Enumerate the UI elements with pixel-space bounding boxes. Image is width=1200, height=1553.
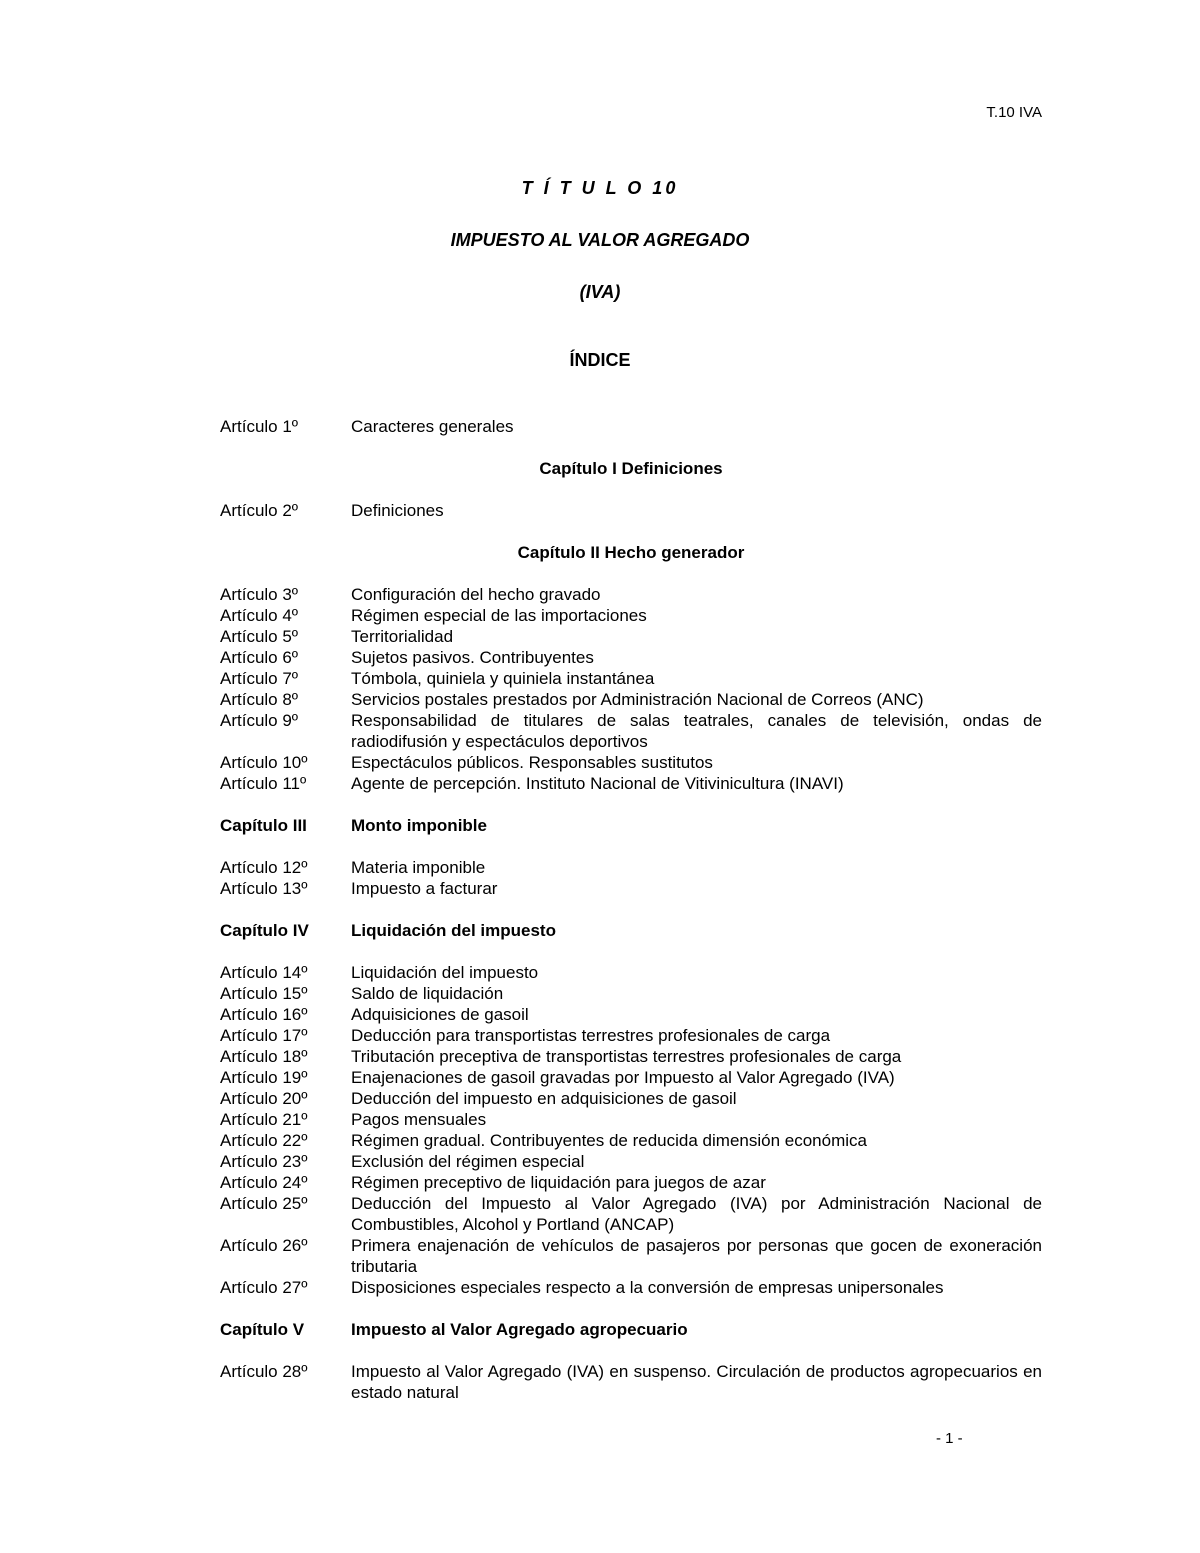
index-entry <box>220 500 1042 521</box>
index-entry <box>220 1004 1042 1025</box>
index-entry <box>220 605 1042 626</box>
article-number: Artículo 11º <box>220 774 307 793</box>
article-number: Artículo 26º <box>220 1236 308 1255</box>
chapter-title: Liquidación del impuesto <box>351 921 556 940</box>
title-number: T Í T U L O 10 <box>521 178 679 198</box>
article-title: Servicios postales prestados por Administración Nacional de Correos (ANC) <box>351 690 924 709</box>
index-entry <box>220 962 1042 983</box>
article-number: Artículo 18º <box>220 1047 308 1066</box>
article-title: Agente de percepción. Instituto Nacional de Vitivinicultura (INAVI) <box>351 774 844 793</box>
article-title: Deducción del impuesto en adquisiciones de gasoil <box>351 1089 737 1108</box>
article-number: Artículo 14º <box>220 963 308 982</box>
chapter-heading: Capítulo II Hecho generador <box>517 543 745 562</box>
article-title: Régimen gradual. Contribuyentes de reducida dimensión económica <box>351 1131 867 1150</box>
article-number: Artículo 21º <box>220 1110 308 1129</box>
article-title: Impuesto a facturar <box>351 879 498 898</box>
article-number: Artículo 16º <box>220 1005 308 1024</box>
article-number: Artículo 28º <box>220 1362 308 1381</box>
index-entry <box>220 983 1042 1004</box>
article-title: Caracteres generales <box>351 417 514 436</box>
chapter-list <box>220 857 1042 899</box>
article-title: Liquidación del impuesto <box>351 963 539 982</box>
index-entry <box>220 416 1042 437</box>
article-title: Responsabilidad de titulares de salas teatrales, canales de televisión, ondas de radiodifusión y espectáculos deportivos <box>351 711 1042 751</box>
article-title: Disposiciones especiales respecto a la conversión de empresas unipersonales <box>351 1278 944 1297</box>
index-entry <box>220 1235 1042 1277</box>
chapter-heading <box>220 815 1042 836</box>
index-entry <box>220 668 1042 689</box>
index-entry <box>220 1067 1042 1088</box>
article-number: Artículo 7º <box>220 669 299 688</box>
article-number: Artículo 12º <box>220 858 308 877</box>
index-entry <box>220 647 1042 668</box>
index-entry <box>220 1151 1042 1172</box>
article-title: Deducción del Impuesto al Valor Agregado (IVA) por Administración Nacional de Combustibles, Alcohol y Portland (ANCAP) <box>351 1194 1042 1234</box>
article-title: Materia imponible <box>351 858 486 877</box>
article-number: Artículo 24º <box>220 1173 308 1192</box>
article-title: Tómbola, quiniela y quiniela instantánea <box>351 669 655 688</box>
article-number: Artículo 1º <box>220 417 299 436</box>
chapter-number: Capítulo V <box>220 1320 305 1339</box>
index-entry <box>220 773 1042 794</box>
index-entry <box>220 1361 1042 1403</box>
page-number: - 1 - <box>936 1430 963 1447</box>
article-number: Artículo 5º <box>220 627 299 646</box>
article-title: Definiciones <box>351 501 444 520</box>
article-number: Artículo 3º <box>220 585 299 604</box>
index-entry <box>220 1109 1042 1130</box>
index-entry <box>220 857 1042 878</box>
index-entry <box>220 1088 1042 1109</box>
article-number: Artículo 25º <box>220 1194 308 1213</box>
index-entry <box>220 689 1042 710</box>
article-number: Artículo 27º <box>220 1278 308 1297</box>
article-number: Artículo 8º <box>220 690 299 709</box>
article-title: Tributación preceptiva de transportistas terrestres profesionales de carga <box>351 1047 902 1066</box>
index-entry <box>220 584 1042 605</box>
index-entry <box>220 626 1042 647</box>
article-number: Artículo 15º <box>220 984 308 1003</box>
index-entry <box>220 752 1042 773</box>
article-title: Territorialidad <box>351 627 454 646</box>
index-heading: ÍNDICE <box>569 350 631 370</box>
index-entry <box>220 1193 1042 1235</box>
article-number: Artículo 6º <box>220 648 299 667</box>
article-title: Adquisiciones de gasoil <box>351 1005 529 1024</box>
article-number: Artículo 10º <box>220 753 308 772</box>
article-number: Artículo 17º <box>220 1026 308 1045</box>
article-title: Régimen especial de las importaciones <box>351 606 647 625</box>
article-title: Espectáculos públicos. Responsables sustitutos <box>351 753 713 772</box>
title-name: IMPUESTO AL VALOR AGREGADO <box>450 230 750 250</box>
title-abbr: (IVA) <box>579 282 621 302</box>
article-number: Artículo 22º <box>220 1131 308 1150</box>
article-title: Sujetos pasivos. Contribuyentes <box>351 648 594 667</box>
article-title: Deducción para transportistas terrestres profesionales de carga <box>351 1026 831 1045</box>
chapter-heading <box>220 920 1042 941</box>
chapter-heading: Capítulo I Definiciones <box>539 459 723 478</box>
index-body <box>220 416 1042 1403</box>
chapter-list <box>220 962 1042 1298</box>
article-title: Configuración del hecho gravado <box>351 585 601 604</box>
article-number: Artículo 20º <box>220 1089 308 1108</box>
index-entry <box>220 710 1042 752</box>
chapter-title: Impuesto al Valor Agregado agropecuario <box>351 1320 688 1339</box>
chapter-list <box>220 584 1042 794</box>
index-entry <box>220 1025 1042 1046</box>
article-number: Artículo 19º <box>220 1068 308 1087</box>
index-entry <box>220 878 1042 899</box>
header-code: T.10 IVA <box>986 104 1042 121</box>
chapter-number: Capítulo IV <box>220 921 309 940</box>
article-title: Enajenaciones de gasoil gravadas por Impuesto al Valor Agregado (IVA) <box>351 1068 895 1087</box>
article-number: Artículo 23º <box>220 1152 308 1171</box>
article-number: Artículo 2º <box>220 501 299 520</box>
chapter-list <box>220 1361 1042 1403</box>
chapter-number: Capítulo III <box>220 816 307 835</box>
article-title: Régimen preceptivo de liquidación para juegos de azar <box>351 1173 766 1192</box>
article-title: Exclusión del régimen especial <box>351 1152 585 1171</box>
article-title: Primera enajenación de vehículos de pasajeros por personas que gocen de exoneración tributaria <box>351 1236 1042 1276</box>
chapter-title: Monto imponible <box>351 816 487 835</box>
article-number: Artículo 9º <box>220 711 299 730</box>
index-entry <box>220 1130 1042 1151</box>
article-title: Impuesto al Valor Agregado (IVA) en suspenso. Circulación de productos agropecuarios en estado natural <box>351 1362 1042 1402</box>
article-number: Artículo 4º <box>220 606 299 625</box>
article-title: Saldo de liquidación <box>351 984 504 1003</box>
index-entry <box>220 1172 1042 1193</box>
article-title: Pagos mensuales <box>351 1110 487 1129</box>
index-entry <box>220 1046 1042 1067</box>
chapter-heading <box>220 1319 1042 1340</box>
article-number: Artículo 13º <box>220 879 308 898</box>
index-entry <box>220 1277 1042 1298</box>
